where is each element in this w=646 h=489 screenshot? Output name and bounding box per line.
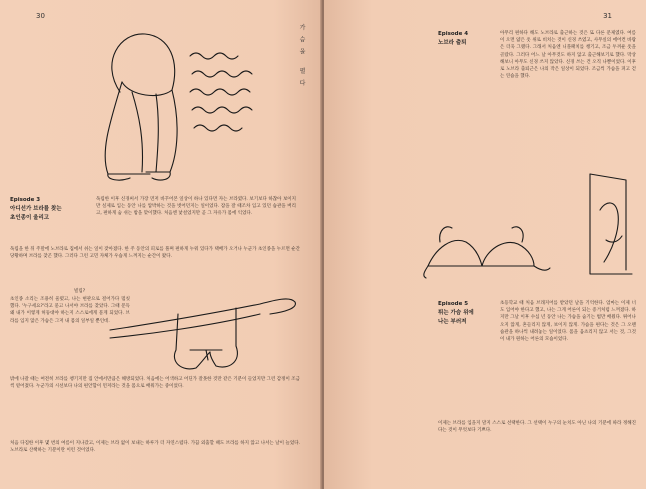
running-title: 가슴을 펼다 xyxy=(298,24,305,92)
page-number: 30 xyxy=(36,12,45,20)
arm-with-bra-illustration xyxy=(110,290,300,380)
seated-figure-illustration xyxy=(60,22,260,182)
bra-illustration xyxy=(422,222,552,282)
right-page xyxy=(324,0,646,489)
episode-heading xyxy=(438,300,498,327)
paragraph: 처음 다짐한 이후 몇 번의 여름이 지나갔고, 이제는 브라 없이 보내는 하루가 더 자연스럽다. 가끔 외출할 때도 브라를 하지 않고 나서는 날이 늘었다. 노브라로 산책하는 기분이란 이런 것이었다. xyxy=(10,441,300,454)
paragraph: 아무리 편하다 해도 노브라로 출근하는 것은 또 다른 문제였다. 여름이 오면 얇은 옷 위로 비치는 것이 신경 쓰였고, 사무실의 에어컨 바람은 더욱 그랬다. 그래서 처음엔 니플패치를 챙기고, 조금 두꺼운 옷을 골랐다. 그러다 어느 날 아무것도 하지 않고 출근해보기로 했다. 막상 해보니 아무도 신경 쓰지 않았다. 신경 쓰는 건 오직 나뿐이었다. 이후로 노브라 출퇴근은 나의 작은 일상이 되었다. 조금씩 가슴을 펴고 걷는 연습을 했다. xyxy=(500,31,636,80)
paragraph: 이제는 브라를 입을지 말지 스스로 선택한다. 그 선택이 누구의 눈치도 아닌 나의 기분에 따라 정해진다는 것이 무엇보다 기쁘다. xyxy=(438,421,636,434)
paragraph: 초인종 소리는 조용히 울렸고, 나는 현관으로 걸어가다 멈칫했다. '누구세요?'라고 묻고 나서야 브라를 찾았다. 그때 문득 왜 내가 이렇게 허둥대야 하는지 스스로에게 묻게 되었다. 브라를 입지 않은 가슴은 그저 내 몸의 일부일 뿐인데. xyxy=(10,297,130,324)
paragraph: 밖에 나갈 때는 여전히 브라를 챙기지만 집 안에서만큼은 해방되었다. 처음에는 어색하고 어딘가 잘못한 것만 같은 기분이 들었지만 그런 감정이 조금씩 옅어졌다. 누군가의 시선보다 나의 편안함이 먼저라는 것을 몸으로 배워가는 중이었다. xyxy=(10,377,300,390)
episode-label: Episode 5 xyxy=(438,301,469,307)
paragraph: 독립한 이후 신경써서 가장 먼저 바꾸어본 일상이 하나 있다면 자는 브라였다. 보기보다 하찮아 보이지만 실제로 입는 동안 나를 압박하는 것을 벗어던지는 일이었다. 잠을 잘 때조차 입고 있던 습관을 버리고, 편하게 숨 쉬는 밤을 맞이했다. 처음엔 낯설었지만 곧 그 자유가 몸에 익었다. xyxy=(96,197,296,217)
left-page xyxy=(0,0,322,489)
mirror-illustration xyxy=(586,170,636,280)
episode-title-line2: 초인종이 울리고 xyxy=(10,215,50,221)
episode-heading xyxy=(438,30,498,48)
page-number: 31 xyxy=(603,12,612,20)
episode-title-line1: 아디선가 브라를 찾는 xyxy=(10,206,62,212)
paragraph: 초등학교 때 처음 브래지어를 받았던 날을 기억한다. 엄마는 이제 너도 입어야 한다고 했고, 나는 그게 어른이 되는 증거처럼 느껴졌다. 하지만 그날 이후 수십 년 동안 나는 가슴을 숨기는 법만 배웠다. 튀어나오지 않게, 흔들리지 않게, 보이지 않게. 가슴을 편다는 것은 그 오랜 습관을 하나씩 내려놓는 일이었다. 몸을 움츠리지 않고 서는 것, 그것이 내가 원하는 어른의 모습이었다. xyxy=(500,301,636,343)
episode-title: 노브라 출퇴 xyxy=(438,40,467,46)
episode-label: Episode 3 xyxy=(10,197,41,203)
aside-text: 빌립? xyxy=(74,289,86,294)
episode-label: Episode 4 xyxy=(438,31,469,37)
episode-heading xyxy=(10,196,80,223)
episode-title-line2: 나는 부러져 xyxy=(438,319,467,325)
paragraph: 독립을 한 뒤 주말에 노브라로 집에서 쉬는 일이 잦아졌다. 한 주 동안의 피로를 풀며 편하게 누워 있다가 택배가 오거나 누군가 초인종을 누르면 순간 당황하며 브라를 찾곤 했다. 그러다 그런 고민 자체가 우습게 느껴지는 순간이 왔다. xyxy=(10,247,300,260)
episode-title-line1: 튀는 가슴 위에 xyxy=(438,310,474,316)
